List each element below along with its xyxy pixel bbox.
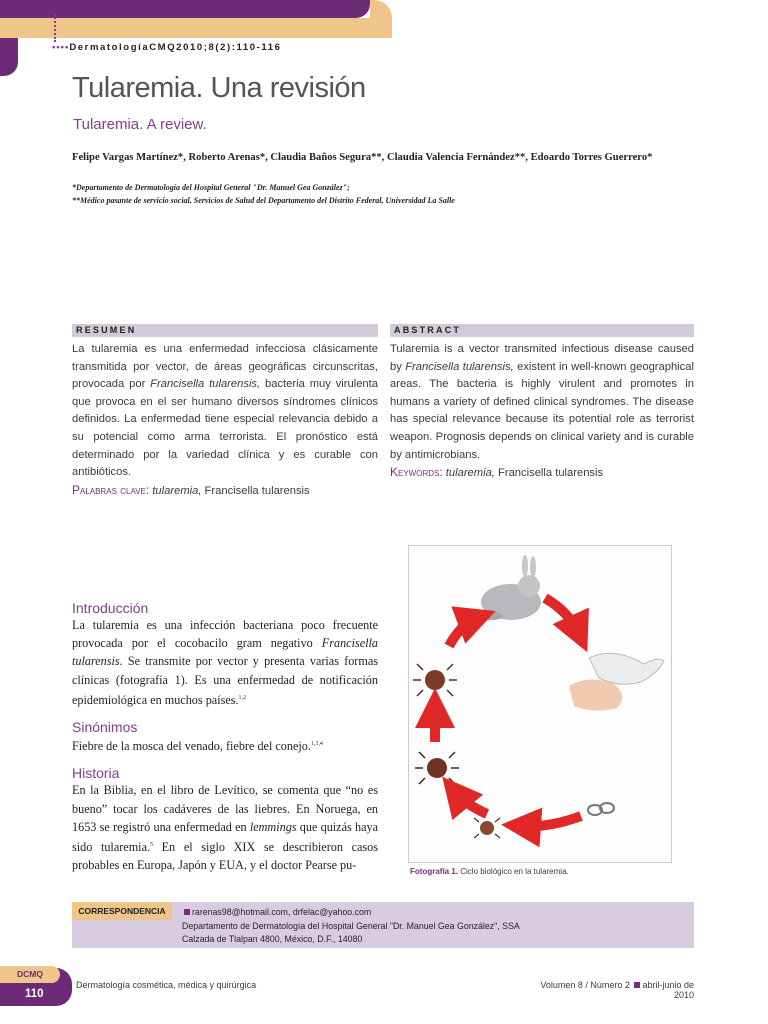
body-left-column bbox=[72, 600, 378, 874]
figure-caption: Fotografía 1. Ciclo biológico en la tularemia. bbox=[410, 867, 569, 876]
correspondence-text bbox=[182, 906, 520, 947]
bullet-square-icon bbox=[184, 909, 190, 915]
journal-reference bbox=[52, 42, 282, 53]
article-title: Tularemia. Una revisión bbox=[72, 72, 366, 104]
resumen-section bbox=[72, 324, 378, 500]
article-subtitle: Tularemia. A review. bbox=[73, 116, 207, 133]
figure-life-cycle bbox=[408, 545, 672, 863]
affiliations bbox=[72, 181, 712, 207]
historia-heading: Historia bbox=[72, 765, 120, 782]
sinonimos-heading: Sinónimos bbox=[72, 719, 138, 736]
arrow-icon bbox=[455, 792, 487, 814]
journal-reference-text: DermatologíaCMQ2010;8(2):110-116 bbox=[69, 42, 282, 53]
resumen-keywords: Palabras clave: tularemia, Francisella tularensis bbox=[72, 482, 310, 497]
historia-paragraph: En la Biblia, en el libro de Levítico, se comenta que “no es bueno” tocar los cadáveres de las liebres. En Noruega, en 1653 se registró una enfermedad en lemmings que quizás haya sido tularemia.$^5$ En el siglo XIX se describieron casos probables en Europa, Japón y EUA, y el doctor Pearse pu- bbox=[72, 783, 378, 873]
abstract-keywords: Keywords: tularemia, Francisella tularensis bbox=[390, 465, 604, 480]
correspondence-emails[interactable]: rarenas98@hotmail.com, drfelac@yahoo.com bbox=[192, 907, 372, 917]
cycle-arrows bbox=[435, 598, 581, 826]
resumen-text: La tularemia es una enfermedad infecciosa clásicamente transmitida por vector, de áreas geográficas circunscritas, provocada por Francisella tularensis, bacteria muy virulenta que provoca en el ser humano diversos síndromes clínicos definidos. La enfermedad tiene especial relevancia debido a su potencial como arma terrorista. El pronóstico está determinado por la variedad clínica y es curable con antibióticos. bbox=[72, 343, 378, 479]
life-cycle-illustration bbox=[409, 546, 671, 862]
intro-heading: Introducción bbox=[72, 600, 149, 616]
abstract-section bbox=[390, 324, 694, 483]
sinonimos-paragraph: Fiebre de la mosca del venado, fiebre del conejo.$^{1,3,4}$ bbox=[72, 739, 323, 754]
rabbit-icon bbox=[479, 555, 541, 620]
correspondence-label: CORRESPONDENCIA bbox=[72, 902, 172, 920]
arrow-icon bbox=[449, 618, 477, 646]
tick-icon bbox=[415, 752, 459, 784]
resumen-heading: RESUMEN bbox=[72, 324, 378, 337]
footer-journal-name: Dermatología cosmética, médica y quirúrgica bbox=[76, 980, 257, 990]
dots-decoration: •••• bbox=[52, 42, 70, 53]
abstract-heading: ABSTRACT bbox=[390, 324, 694, 337]
affiliation-1: *Departamento de Dermatología del Hospital General "Dr. Manuel Gea González"; bbox=[72, 183, 350, 192]
eggs-icon bbox=[588, 803, 614, 815]
header-left-tab bbox=[0, 38, 18, 76]
correspondence-address-2: Calzada de Tlalpan 4800, México, D.F., 14080 bbox=[182, 934, 363, 944]
footer-issue: Volumen 8 / Número 2 abril-junio de 2010 bbox=[540, 980, 694, 1000]
hands-with-rabbit-icon bbox=[569, 653, 664, 710]
header-dotted-line bbox=[54, 14, 58, 42]
affiliation-2: **Médico pasante de servicio social, Servicios de Salud del Departamento del Distrito Federal, Universidad La Salle bbox=[72, 196, 455, 205]
bullet-square-icon bbox=[634, 982, 640, 988]
header-band-tan bbox=[0, 18, 392, 38]
correspondence-address-1: Departamento de Dermatología del Hospital General "Dr. Manuel Gea González", SSA bbox=[182, 920, 520, 931]
page-number: 110 bbox=[25, 988, 44, 1000]
tick-icon bbox=[413, 664, 457, 696]
intro-paragraph: La tularemia es una infección bacteriana poco frecuente provocada por el cocobacilo gram negativo Francisella tularensis. Se transmite por vector y presenta varias formas clínicas (fotografía 1). Es una enfermedad de notificación epidemiológica en muchos países.$^{1,2}$ bbox=[72, 618, 378, 707]
article-authors: Felipe Vargas Martínez*, Roberto Arenas*, Claudia Baños Segura**, Claudia Valencia Fernández**, Edoardo Torres Guerrero* bbox=[72, 152, 653, 163]
arrow-icon bbox=[545, 598, 579, 634]
abstract-text: Tularemia is a vector transmited infectious disease caused by Francisella tularensis, existent in well-known geographical areas. The bacteria is highly virulent and promotes in humans a variety of defined clinical syndromes. The disease has special relevance because its potential role as terrorist weapon. Prognosis depends on clinical variety and is curable by antimicrobians. bbox=[390, 343, 694, 461]
arrow-icon bbox=[521, 816, 581, 826]
footer-journal-tab: DCMQ bbox=[0, 966, 60, 983]
larva-icon bbox=[474, 818, 500, 838]
